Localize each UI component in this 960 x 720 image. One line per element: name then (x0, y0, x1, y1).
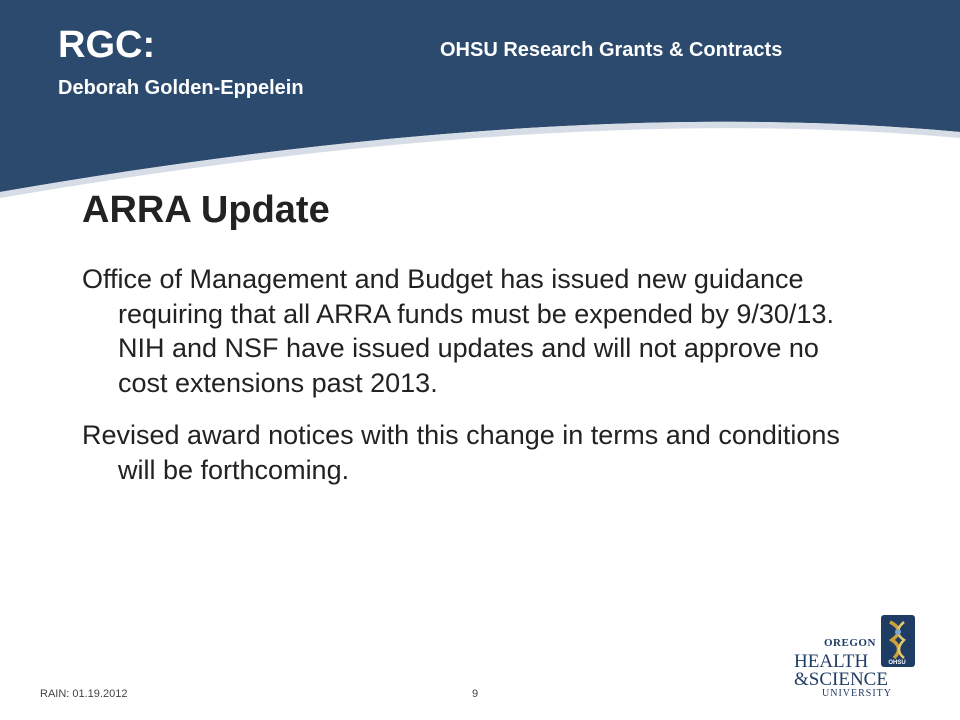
body-paragraph: Revised award notices with this change in terms and conditions will be forthcoming. (82, 420, 840, 485)
footer-event-date: RAIN: 01.19.2012 (40, 688, 128, 700)
body-paragraph: Office of Management and Budget has issued new guidance requiring that all ARRA funds must be expended by 9/30/13. NIH and NSF have issued updates and will not approve no cost extensions past 2013. (82, 264, 834, 398)
header-title: RGC: (58, 24, 156, 66)
logo-text-health: HEALTH (794, 651, 869, 672)
header-presenter-name: Deborah Golden-Eppelein (58, 77, 304, 99)
logo-text-oregon: OREGON (824, 637, 876, 649)
header-organization: OHSU Research Grants & Contracts (440, 39, 783, 61)
slide-title: ARRA Update (82, 189, 330, 231)
ohsu-logo (790, 612, 920, 704)
slide-body (82, 262, 862, 505)
page-number: 9 (472, 688, 479, 700)
logo-text-science: &SCIENCE (794, 669, 888, 690)
logo-text-university: UNIVERSITY (822, 688, 892, 699)
emblem-label: OHSU (888, 660, 906, 666)
